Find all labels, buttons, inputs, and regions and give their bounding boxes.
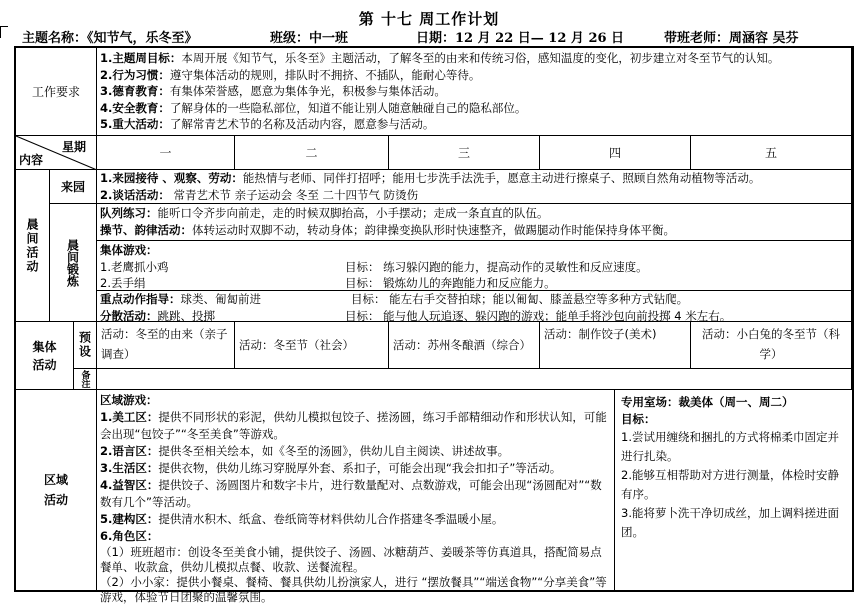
group-games (97, 241, 852, 291)
arrival-line-1: 1.来园接待 、观察、劳动：能热情与老师、同伴打招呼；能用七步洗手法洗手，愿意主动进行擦桌子、照顾自然角动植物等活动。 (100, 171, 761, 185)
date-info (416, 27, 624, 46)
exercise-label: 晨间锻炼 (50, 204, 97, 322)
activity-day-1: 活动：冬至的由来（亲子调查） (97, 322, 235, 369)
day-label: 星期 (61, 140, 86, 154)
rhythm-activity: 操节、韵律活动：体转运动时双脚不动，转动身体；韵律操变换队形时快速整齐，做踢腿动作时能保持身体平衡。 (100, 222, 675, 237)
area-games (97, 390, 615, 604)
special-goal-1: 1.尝试用缠绕和捆扎的方式将棉柔巾固定并进行扎染。 (621, 430, 839, 463)
key-movement: 重点动作指导：球类、匍匐前进 目标： 能左右手交替拍球；能以匍匐、膝盖悬空等多种方式钻爬。 (100, 292, 689, 306)
arrival-label: 来园 (50, 170, 97, 204)
morning-activity-label: 晨间活动 (16, 170, 50, 322)
special-room-title: 专用室场：裁美体（周一、周二） (621, 395, 794, 409)
zone-life: 3.生活区：提供衣物，供幼儿练习穿脱厚外套、系扣子，可能会出现“我会扣扣子”等活动。 (100, 461, 562, 475)
work-requirements-content (97, 48, 852, 136)
activity-day-4: 活动：制作饺子(美术) (540, 322, 691, 369)
content-label: 内容 (19, 153, 44, 167)
special-goal-label: 目标： (621, 412, 656, 426)
requirement-2: 2.行为习惯：遵守集体活动的规则，排队时不拥挤、不插队，能耐心等待。 (100, 67, 481, 82)
day-1: 一 (97, 136, 235, 170)
role-supermarket: （1）班班超市：创设冬至美食小铺，提供饺子、汤圆、冰糖葫芦、姜暖茶等仿真道具，搭配简易点餐单、收款盒，供幼儿模拟点餐、收款、送餐流程。 (100, 545, 602, 574)
teacher-info (664, 27, 799, 46)
area-games-title: 区域游戏： (100, 393, 158, 407)
special-goal-3: 3.能将萝卜洗干净切成丝，加上调料搓进面团。 (621, 506, 839, 539)
teacher-names: 周涵容 吴芬 (729, 31, 799, 46)
key-and-group-activity (97, 291, 852, 322)
date-label: 日期： (416, 31, 456, 46)
requirement-4: 4.安全教育：了解身体的一些隐私部位，知道不能让别人随意触碰自己的隐私部位。 (100, 100, 527, 115)
week-corner-cell (16, 136, 97, 170)
theme-info (22, 27, 198, 46)
preset-label: 预设 (74, 322, 97, 369)
corner-mark (0, 26, 8, 38)
requirement-3: 3.德育教育：有集体荣誉感，愿意为集体争光，积极参与集体活动。 (100, 84, 446, 98)
zone-puzzle: 4.益智区：提供饺子、汤圆图片和数字卡片，进行数量配对、点数游戏，可能会出现“汤圆配对”“数数有几个”等活动。 (100, 478, 602, 509)
class-info (270, 27, 348, 46)
group-game-1: 1.老鹰抓小鸡 目标： 练习躲闪跑的能力，提高动作的灵敏性和反应速度。 (100, 259, 648, 274)
area-activity-label: 区域活动 (16, 390, 97, 590)
role-home: （2）小小家：提供小餐桌、餐椅、餐具供幼儿扮演家人，进行 “摆放餐具”“端送食物”“分享美食”等游戏，体验节日团聚的温馨氛围。 (100, 575, 607, 604)
day-2: 二 (235, 136, 389, 170)
scattered-activity: 分散活动：跳跳、投掷 目标： 能与他人玩追逐、躲闪跑的游戏；能单手将沙包向前投掷 4 米左右。 (100, 308, 732, 323)
plan-table (14, 46, 854, 604)
group-game-2: 2.丢手绢 目标： 锻炼幼儿的奔跑能力和反应能力。 (100, 276, 556, 290)
class-label: 班级： (270, 31, 310, 46)
zone-language: 2.语言区：提供冬至相关绘本，如《冬至的汤圆》，供幼儿自主阅读、讲述故事。 (100, 444, 510, 458)
exercise-content (97, 204, 852, 241)
day-4: 四 (540, 136, 691, 170)
date-range: 12 月 22 日— 12 月 26 日 (455, 31, 625, 46)
requirement-1: 1.主题周目标：本周开展《知节气，乐冬至》主题活动，了解冬至的由来和传统习俗，感知温度的变化，初步建立对冬至节气的认知。 (100, 51, 780, 65)
day-5: 五 (691, 136, 852, 170)
arrival-content (97, 170, 852, 204)
page-title: 第 十七 周工作计划 (358, 10, 500, 28)
requirement-5: 5.重大活动：了解常青艺术节的名称及活动内容，愿意参与活动。 (100, 117, 435, 131)
zone-building: 5.建构区：提供清水积木、纸盒、卷纸筒等材料供幼儿合作搭建冬季温暖小屋。 (100, 512, 504, 526)
special-room (615, 390, 852, 590)
group-games-title: 集体游戏： (100, 243, 158, 257)
activity-day-5: 活动：小白兔的冬至节（科学） (691, 322, 852, 369)
arrival-line-2: 2.谈话活动： 常青艺术节 亲子运动会 冬至 二十四节气 防烫伤 (100, 187, 419, 202)
note-content (97, 369, 852, 390)
queue-practice: 队列练习：能听口令齐步向前走，走的时候双脚抬高，小手摆动；走成一条直直的队伍。 (100, 206, 549, 220)
special-goal-2: 2.能够互相帮助对方进行测量，体检时安静有序。 (621, 468, 839, 501)
theme-label: 主题名称： (22, 31, 88, 46)
day-3: 三 (389, 136, 540, 170)
note-label: 备注 (74, 369, 97, 390)
activity-day-2: 活动：冬至节（社会） (235, 322, 389, 369)
work-requirements-label: 工作要求 (16, 48, 97, 136)
teacher-label: 带班老师： (664, 31, 730, 46)
collective-activity-label: 集体活动 (16, 322, 74, 390)
activity-day-3: 活动：苏州冬酿酒（综合） (389, 322, 540, 369)
zone-role: 6.角色区： (100, 529, 159, 543)
theme-name: 《知节气，乐冬至》 (87, 31, 198, 46)
zone-art: 1.美工区：提供不同形状的彩泥，供幼儿模拟包饺子、搓汤圆，练习手部精细动作和形状认知，可能会出现“包饺子”“冬至美食”等游戏。 (100, 410, 607, 441)
class-name: 中一班 (309, 31, 349, 46)
